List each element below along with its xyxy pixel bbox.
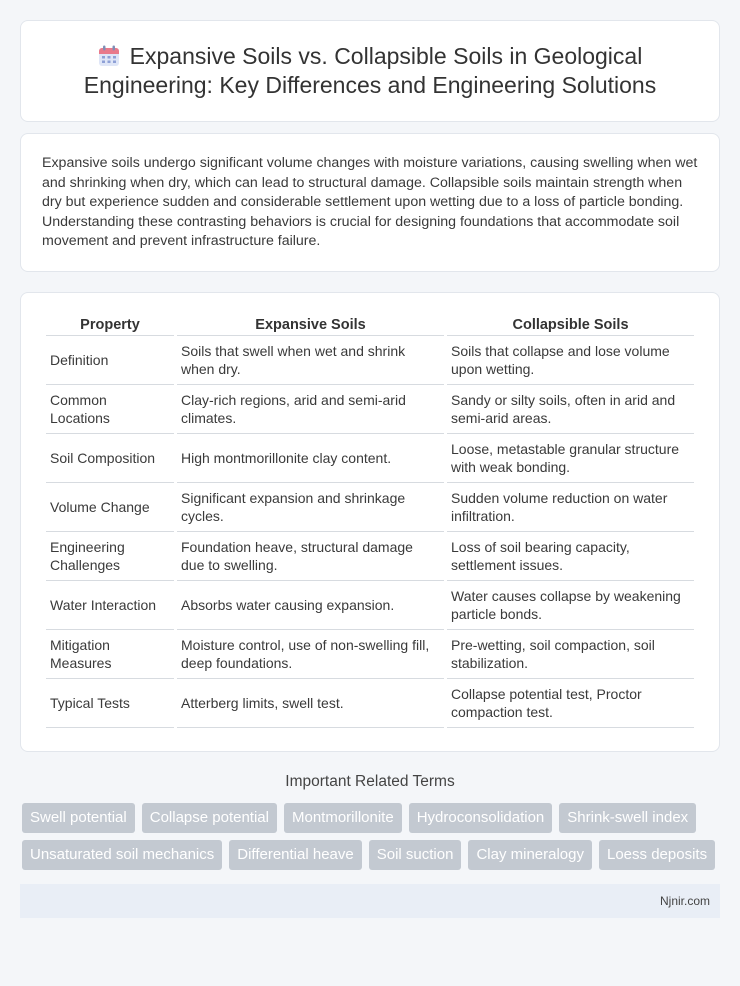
cell-collapsible: Loss of soil bearing capacity, settlement issues. (447, 532, 694, 581)
cell-expansive: Atterberg limits, swell test. (177, 679, 444, 728)
table-row (46, 385, 694, 434)
cell-expansive: Foundation heave, structural damage due to swelling. (177, 532, 444, 581)
cell-property: Definition (46, 336, 174, 385)
related-term-tag[interactable]: Unsaturated soil mechanics (22, 840, 222, 870)
table-row (46, 483, 694, 532)
related-term-tag[interactable]: Shrink-swell index (559, 803, 696, 833)
calendar-icon (98, 45, 120, 67)
cell-property: Typical Tests (46, 679, 174, 728)
table-row (46, 336, 694, 385)
cell-property: Water Interaction (46, 581, 174, 630)
related-term-tag[interactable]: Differential heave (229, 840, 361, 870)
footer (20, 884, 720, 918)
related-term-tag[interactable]: Loess deposits (599, 840, 715, 870)
cell-property: Engineering Challenges (46, 532, 174, 581)
cell-property: Mitigation Measures (46, 630, 174, 679)
header-card (20, 20, 720, 122)
cell-expansive: Absorbs water causing expansion. (177, 581, 444, 630)
cell-property: Soil Composition (46, 434, 174, 483)
table-row (46, 581, 694, 630)
related-term-tag[interactable]: Soil suction (369, 840, 462, 870)
related-term-tag[interactable]: Clay mineralogy (468, 840, 592, 870)
cell-collapsible: Soils that collapse and lose volume upon wetting. (447, 336, 694, 385)
cell-expansive: Clay-rich regions, arid and semi-arid climates. (177, 385, 444, 434)
cell-property: Volume Change (46, 483, 174, 532)
cell-collapsible: Water causes collapse by weakening particle bonds. (447, 581, 694, 630)
column-header-expansive: Expansive Soils (177, 315, 444, 336)
intro-card (20, 133, 720, 272)
related-term-tag[interactable]: Swell potential (22, 803, 135, 833)
comparison-table (43, 315, 697, 728)
cell-collapsible: Loose, metastable granular structure with weak bonding. (447, 434, 694, 483)
cell-expansive: Soils that swell when wet and shrink when dry. (177, 336, 444, 385)
table-row (46, 679, 694, 728)
related-terms-section (0, 773, 740, 870)
related-terms-title: Important Related Terms (285, 773, 455, 790)
table-header-row (46, 315, 694, 336)
cell-collapsible: Sandy or silty soils, often in arid and semi-arid areas. (447, 385, 694, 434)
related-term-tag[interactable]: Hydroconsolidation (409, 803, 553, 833)
table-body (46, 336, 694, 728)
column-header-property: Property (46, 315, 174, 336)
cell-collapsible: Pre-wetting, soil compaction, soil stabilization. (447, 630, 694, 679)
cell-property: Common Locations (46, 385, 174, 434)
page-title-text: Expansive Soils vs. Collapsible Soils in Geological Engineering: Key Differences and Engineering Solutions (83, 43, 657, 98)
cell-expansive: High montmorillonite clay content. (177, 434, 444, 483)
cell-collapsible: Sudden volume reduction on water infiltration. (447, 483, 694, 532)
cell-collapsible: Collapse potential test, Proctor compaction test. (447, 679, 694, 728)
footer-site-link[interactable]: Njnir.com (659, 894, 710, 908)
related-terms-tags (0, 803, 740, 870)
table-row (46, 630, 694, 679)
intro-paragraph: Expansive soils undergo significant volume changes with moisture variations, causing swelling when wet and shrinking when dry, which can lead to structural damage. Collapsible soils maintain strength when dry but experience sudden and considerable settlement upon wetting due to a loss of particle bonding. Understanding these contrasting behaviors is crucial for designing foundations that accommodate soil movement and prevent infrastructure failure. (42, 155, 698, 250)
table-row (46, 434, 694, 483)
page-title (51, 42, 689, 100)
related-term-tag[interactable]: Collapse potential (142, 803, 277, 833)
cell-expansive: Significant expansion and shrinkage cycles. (177, 483, 444, 532)
related-term-tag[interactable]: Montmorillonite (284, 803, 402, 833)
comparison-card (20, 292, 720, 752)
table-row (46, 532, 694, 581)
cell-expansive: Moisture control, use of non-swelling fill, deep foundations. (177, 630, 444, 679)
column-header-collapsible: Collapsible Soils (447, 315, 694, 336)
